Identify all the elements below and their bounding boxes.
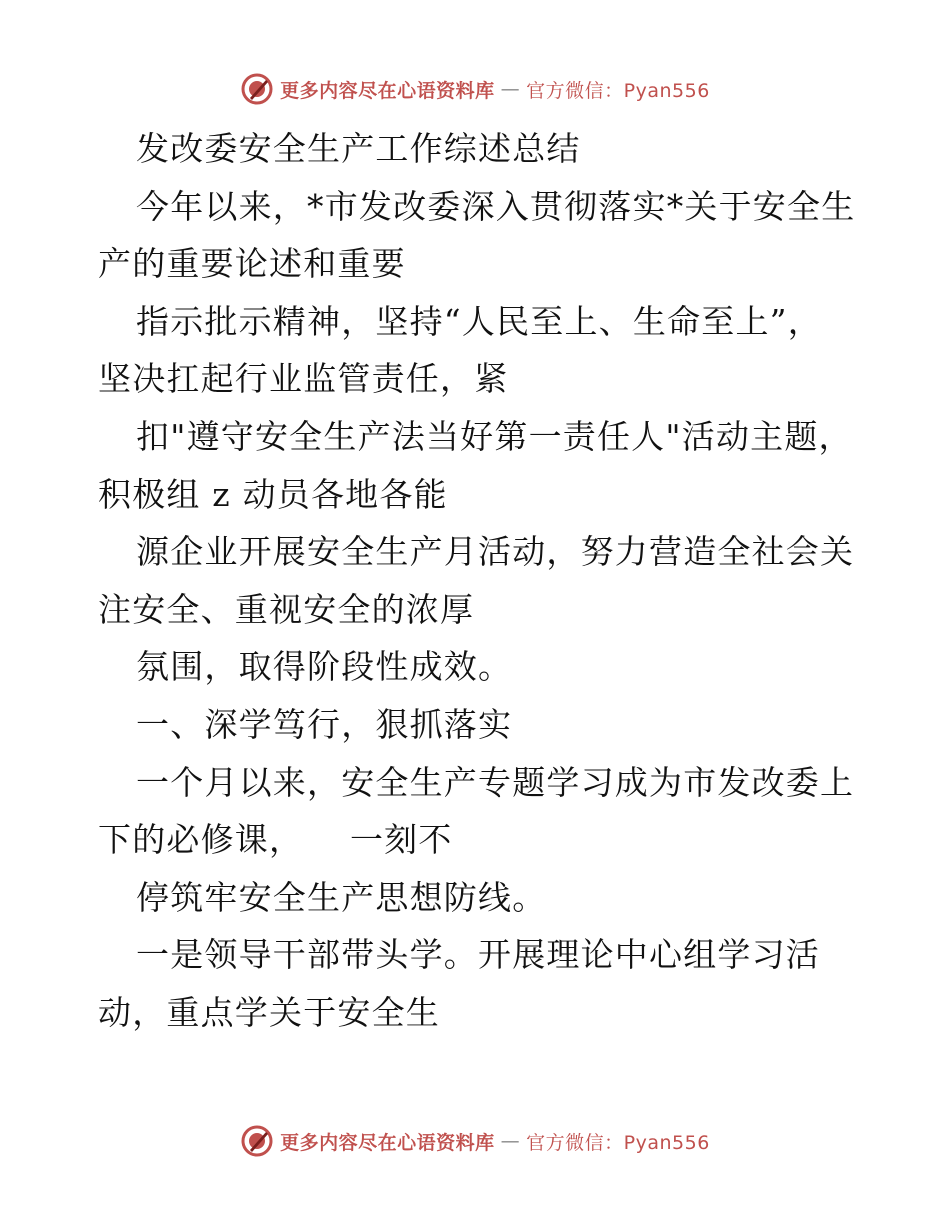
- text-line: 指示批示精神，坚持“人民至上、生命至上”，: [136, 301, 822, 341]
- text-line: 动，重点学关于安全生: [98, 992, 440, 1032]
- text-line: 停筑牢安全生产思想防线。: [136, 877, 547, 917]
- watermark-tail-text: 官方微信：Pyan556: [526, 79, 710, 102]
- header-watermark: [0, 72, 950, 106]
- watermark-separator: —: [500, 1130, 521, 1152]
- text-line: 坚决扛起行业监管责任，紧: [98, 359, 509, 399]
- text-line: 产的重要论述和重要: [98, 244, 406, 284]
- watermark-main-text: 更多内容尽在心语资料库: [280, 79, 495, 102]
- text-line: 下的必修课， 一刻不: [98, 820, 453, 860]
- footer-watermark: [0, 1124, 950, 1158]
- text-line: 扣"遵守安全生产法当好第一责任人"活动主题，: [136, 416, 853, 456]
- text-line: 注安全、重视安全的浓厚: [98, 589, 475, 629]
- text-line: 发改委安全生产工作综述总结: [136, 129, 581, 168]
- text-line: 一是领导干部带头学。开展理论中心组学习活: [136, 935, 820, 975]
- watermark-tail-text: 官方微信：Pyan556: [526, 1131, 710, 1154]
- text-line: 一、深学笃行，狠抓落实: [136, 704, 513, 744]
- text-line: 积极组 z 动员各地各能: [98, 474, 448, 514]
- watermark-main-text: 更多内容尽在心语资料库: [280, 1131, 495, 1154]
- text-line: 氛围，取得阶段性成效。: [136, 647, 513, 687]
- pen-logo-icon: [240, 1124, 274, 1158]
- text-line: 一个月以来，安全生产专题学习成为市发改委上: [136, 762, 855, 802]
- text-line: 今年以来，*市发改委深入贯彻落实*关于安全生: [136, 186, 856, 226]
- text-line: 源企业开展安全生产月活动，努力营造全社会关: [136, 532, 855, 572]
- pen-logo-icon: [240, 72, 274, 106]
- document-body: [98, 120, 868, 1042]
- watermark-separator: —: [500, 78, 521, 100]
